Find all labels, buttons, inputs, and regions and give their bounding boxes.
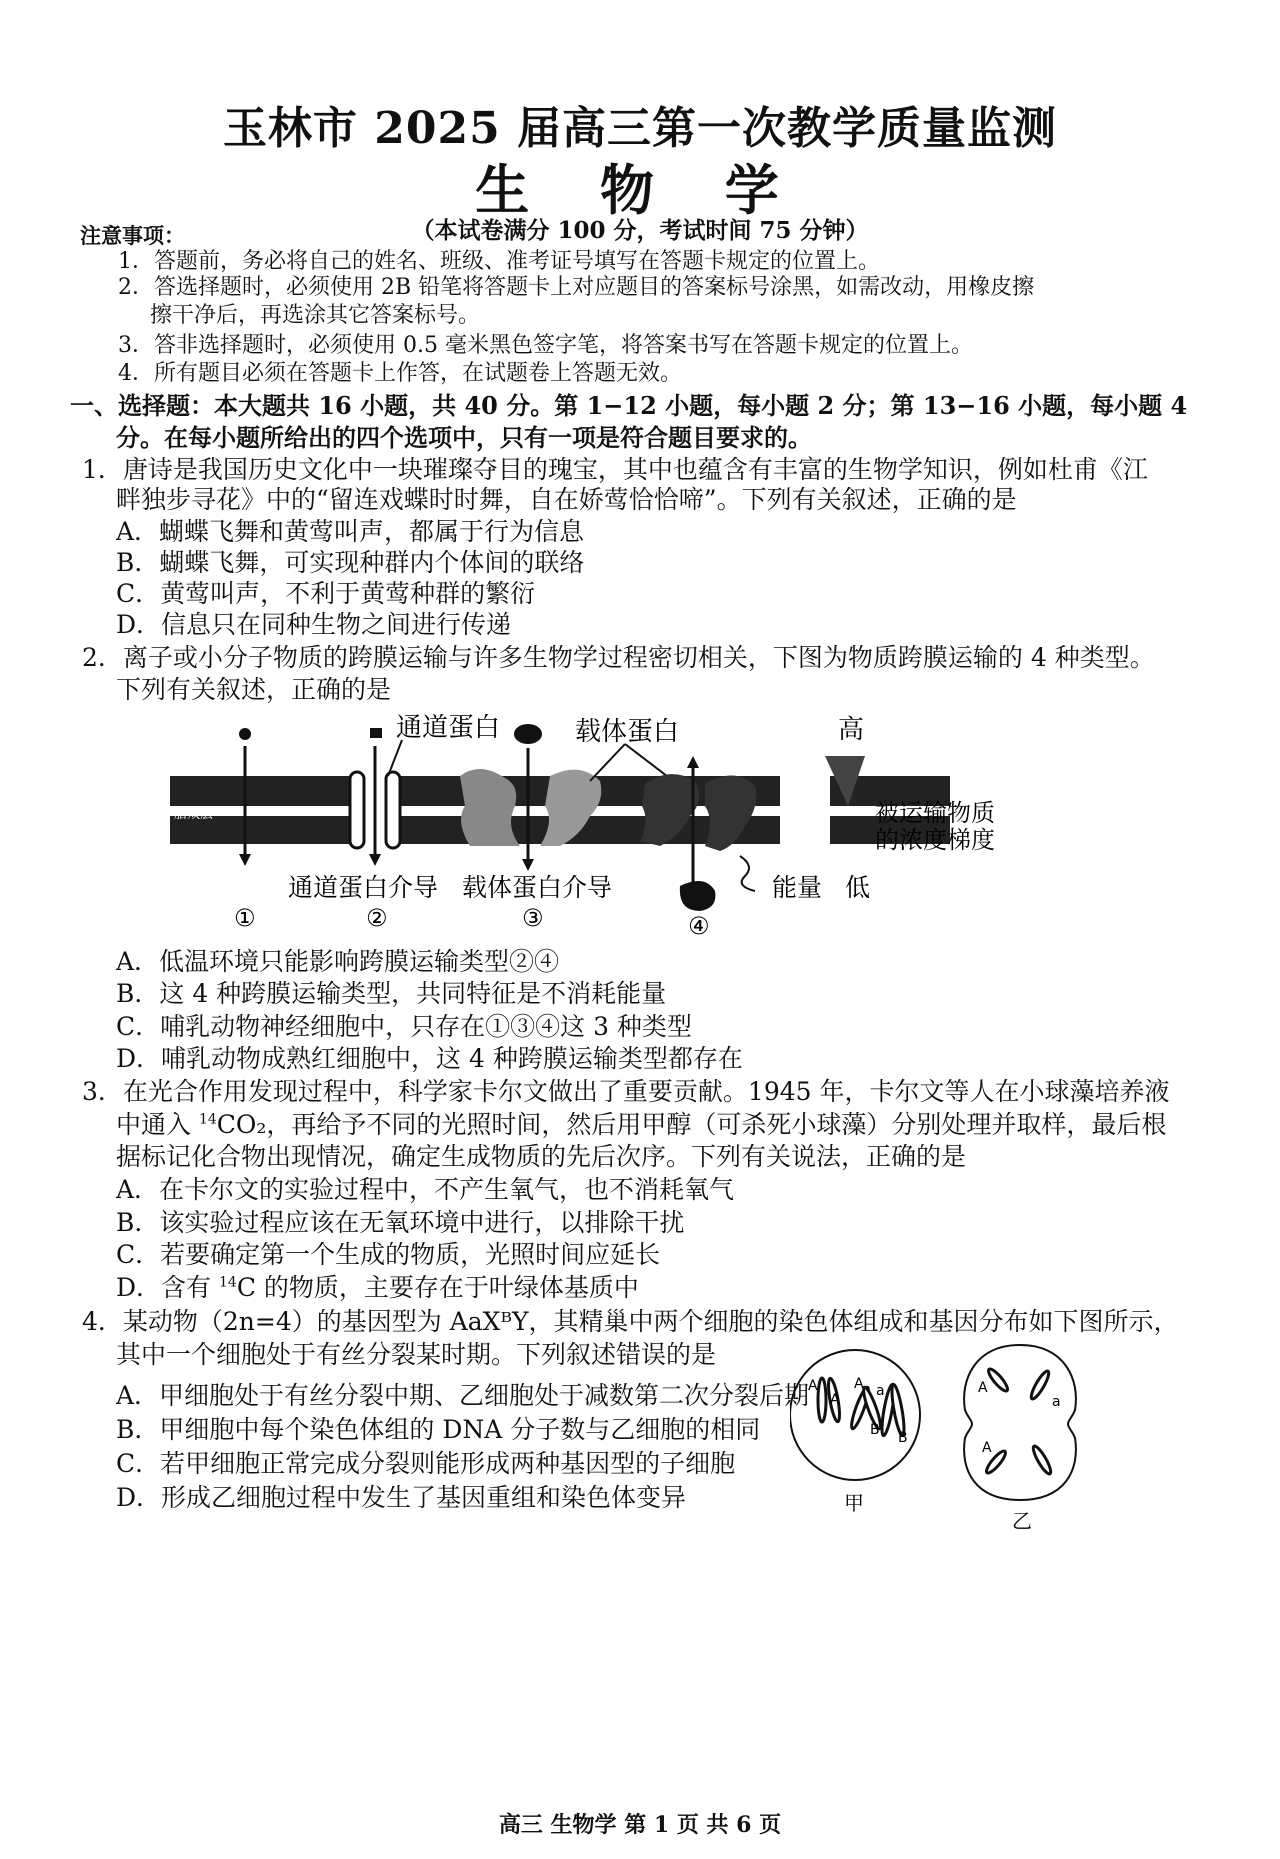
type-number-2: ②: [366, 904, 388, 932]
lipid-bilayer-top: [170, 776, 360, 806]
exam-title: 玉林市 2025 届高三第一次教学质量监测: [222, 103, 1058, 154]
q2-option-c: C．哺乳动物神经细胞中，只存在①③④这 3 种类型: [116, 1012, 692, 1041]
gene-label-A: A: [808, 1378, 818, 1394]
q4-option-a: A．甲细胞处于有丝分裂中期、乙细胞处于减数第二次分裂后期: [116, 1381, 810, 1410]
page-footer: 高三 生物学 第 1 页 共 6 页: [498, 1812, 782, 1838]
type-number-1: ①: [234, 904, 256, 932]
q4-option-c: C．若甲细胞正常完成分裂则能形成两种基因型的子细胞: [116, 1449, 736, 1478]
type-number-3: ③: [522, 904, 544, 932]
notice-item: 3．答非选择题时，必须使用 0.5 毫米黑色签字笔，将答案书写在答题卡规定的位置上。: [118, 333, 973, 358]
q2-option-b: B．这 4 种跨膜运输类型，共同特征是不消耗能量: [116, 979, 667, 1008]
carrier-protein-label: 载体蛋白: [575, 717, 680, 747]
q1-option-c: C．黄莺叫声，不利于黄莺种群的繁衍: [116, 579, 536, 608]
membrane-transport-figure: [160, 706, 1060, 946]
molecule-oval: [514, 724, 542, 744]
chromosome: [986, 1367, 1010, 1394]
cell-yi: [964, 1345, 1076, 1500]
q3-option-a: A．在卡尔文的实验过程中，不产生氧气，也不消耗氧气: [116, 1175, 735, 1204]
q3-option-b: B．该实验过程应该在无氧环境中进行，以排除干扰: [116, 1208, 685, 1237]
gene-label-A: A: [978, 1380, 988, 1396]
channel-protein-label: 通道蛋白: [396, 713, 501, 743]
subject-title: 生 物 学: [475, 158, 805, 222]
chromosome: [818, 1378, 826, 1422]
q4-stem-cont: 其中一个细胞处于有丝分裂某时期。下列叙述错误的是: [116, 1340, 717, 1369]
carrier-mediated-label: 载体蛋白介导: [462, 873, 613, 902]
q1-stem-cont: 畔独步寻花》中的“留连戏蝶时时舞，自在娇莺恰恰啼”。下列有关叙述，正确的是: [116, 485, 1017, 514]
molecule-dot: [239, 728, 251, 740]
q3-stem-cont: 据标记化合物出现情况，确定生成物质的先后次序。下列有关说法，正确的是: [116, 1142, 967, 1171]
q1-option-d: D．信息只在同种生物之间进行传递: [116, 610, 512, 639]
q2-option-d: D．哺乳动物成熟红细胞中，这 4 种跨膜运输类型都存在: [116, 1044, 743, 1073]
type-number-4: ④: [688, 912, 710, 940]
q4-option-d: D．形成乙细胞过程中发生了基因重组和染色体变异: [116, 1483, 687, 1512]
cell-division-figure: [790, 1340, 1090, 1540]
q2-option-a: A．低温环境只能影响跨膜运输类型②④: [116, 947, 560, 976]
molecule-blob: [680, 881, 716, 911]
chromosome: [1029, 1369, 1052, 1401]
q1-stem: 1．唐诗是我国历史文化中一块璀璨夺目的瑰宝，其中也蕴含有丰富的生物学知识，例如杜甫《江: [82, 455, 1148, 484]
lipid-bilayer-label: 脂双层: [174, 807, 214, 822]
notice-item: 1．答题前，务必将自己的姓名、班级、准考证号填写在答题卡规定的位置上。: [118, 249, 880, 274]
chromosome: [1031, 1444, 1054, 1476]
gene-label-B: B: [898, 1430, 908, 1446]
notice-item: 擦干净后，再选涂其它答案标号。: [150, 303, 481, 328]
q4-stem: 4．某动物（2n=4）的基因型为 AaXᴮY，其精巢中两个细胞的染色体组成和基因分布如下图所示，: [82, 1307, 1179, 1336]
low-label: 低: [845, 873, 871, 902]
notice-item: 2．答选择题时，必须使用 2B 铅笔将答题卡上对应题目的答案标号涂黑，如需改动，用橡皮擦: [118, 275, 1035, 300]
gene-label-A: A: [830, 1392, 840, 1408]
cell-jia-label: 甲: [844, 1491, 864, 1515]
section-heading: 一、选择题：本大题共 16 小题，共 40 分。第 1−12 小题，每小题 2 分；第 13−16 小题，每小题 4: [70, 391, 1188, 420]
q3-stem: 3．在光合作用发现过程中，科学家卡尔文做出了重要贡献。1945 年，卡尔文等人在小球藻培养液: [82, 1077, 1170, 1106]
gene-label-a: a: [876, 1383, 885, 1399]
gradient-label: 被运输物质: [875, 799, 995, 827]
notice-heading: 注意事项：: [80, 223, 185, 248]
high-label: 高: [838, 715, 865, 745]
gradient-label: 的浓度梯度: [875, 826, 995, 854]
q2-stem-cont: 下列有关叙述，正确的是: [116, 675, 392, 704]
q3-option-c: C．若要确定第一个生成的物质，光照时间应延长: [116, 1240, 661, 1269]
channel-protein-right: [386, 772, 400, 848]
exam-note: （本试卷满分 100 分，考试时间 75 分钟）: [411, 217, 869, 244]
section-heading-cont: 分。在每小题所给出的四个选项中，只有一项是符合题目要求的。: [116, 423, 812, 452]
q4-option-b: B．甲细胞中每个染色体组的 DNA 分子数与乙细胞的相同: [116, 1415, 761, 1444]
cell-yi-label: 乙: [1012, 1509, 1032, 1533]
q1-option-b: B．蝴蝶飞舞，可实现种群内个体间的联络: [116, 548, 585, 577]
channel-protein-left: [350, 772, 364, 848]
molecule-square: [370, 728, 382, 738]
q3-stem-cont: 中通入 $^{14}$CO₂，再给予不同的光照时间，然后用甲醇（可杀死小球藻）分别处理并取样，最后根: [116, 1110, 1167, 1139]
notice-item: 4．所有题目必须在答题卡上作答，在试题卷上答题无效。: [118, 361, 682, 386]
channel-mediated-label: 通道蛋白介导: [288, 873, 439, 902]
gene-label-A: A: [854, 1376, 864, 1392]
gene-label-B: B: [870, 1422, 880, 1438]
gene-label-a: a: [1052, 1394, 1061, 1410]
q2-stem: 2．离子或小分子物质的跨膜运输与许多生物学过程密切相关，下图为物质跨膜运输的 4 种类型。: [82, 643, 1155, 672]
q3-option-d: D．含有 $^{14}$C 的物质，主要存在于叶绿体基质中: [116, 1273, 639, 1302]
energy-label: 能量: [772, 873, 823, 902]
q1-option-a: A．蝴蝶飞舞和黄莺叫声，都属于行为信息: [116, 517, 585, 546]
energy-squiggle: [740, 856, 755, 891]
gene-label-A: A: [982, 1440, 992, 1456]
